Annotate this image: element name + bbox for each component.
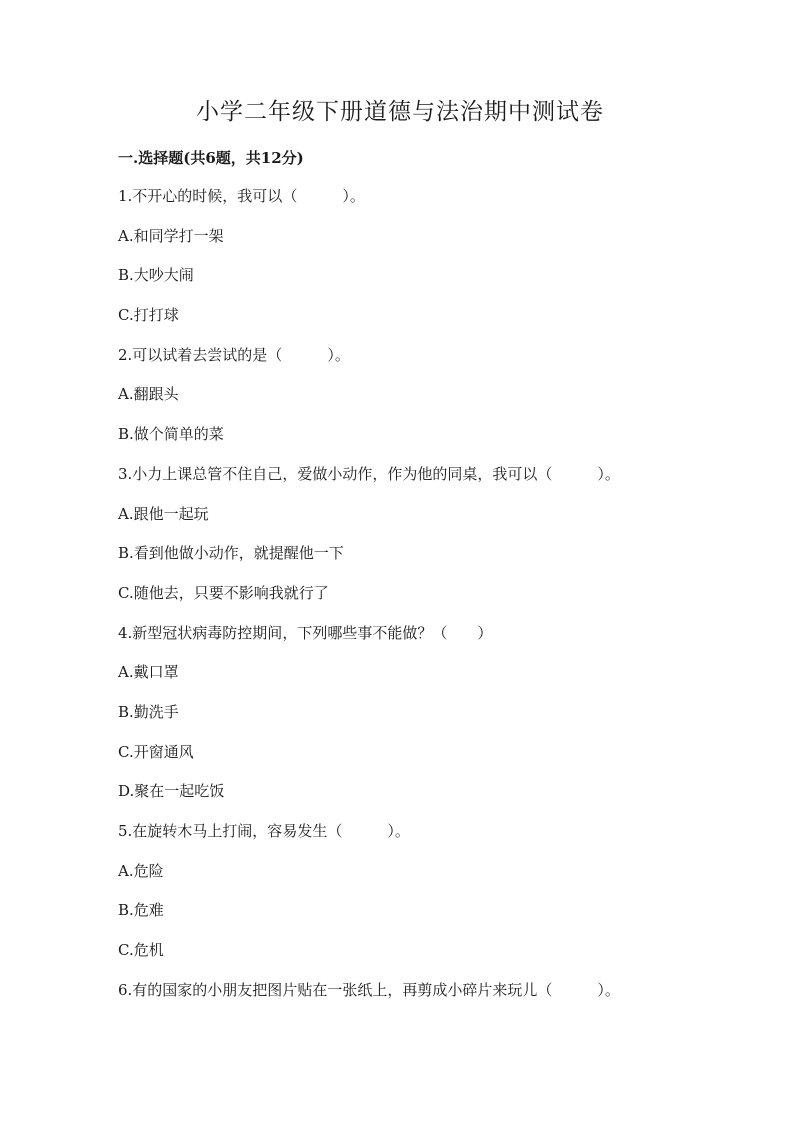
question-5: 5.在旋转木马上打闹，容易发生（ ）。 xyxy=(118,822,410,840)
question-list xyxy=(118,184,758,1017)
question-3-option-c: C.随他去，只要不影响我就行了 xyxy=(118,583,329,602)
question-1: 1.不开心的时候，我可以（ ）。 xyxy=(118,187,365,205)
question-2: 2.可以试着去尝试的是（ ）。 xyxy=(118,345,350,364)
question-3-option-a: A.跟他一起玩 xyxy=(118,504,209,523)
question-3: 3.小力上课总管不住自己，爱做小动作，作为他的同桌，我可以（ ）。 xyxy=(118,464,620,483)
question-4-option-b: B.勤洗手 xyxy=(118,702,179,721)
section-heading: 一.选择题(共6题，共12分) xyxy=(118,149,304,167)
question-6: 6.有的国家的小朋友把图片贴在一张纸上，再剪成小碎片来玩儿（ ）。 xyxy=(118,980,620,999)
question-4: 4.新型冠状病毒防控期间，下列哪些事不能做？（ ） xyxy=(118,623,493,642)
question-4-option-a: A.戴口罩 xyxy=(118,663,179,682)
question-4-option-d: D.聚在一起吃饭 xyxy=(118,782,225,801)
question-5-option-c: C.危机 xyxy=(118,941,164,960)
question-4-option-c: C.开窗通风 xyxy=(118,742,194,761)
question-5-option-a: A.危险 xyxy=(118,861,164,880)
question-1-option-b: B.大吵大闹 xyxy=(118,266,194,285)
question-3-option-b: B.看到他做小动作，就提醒他一下 xyxy=(118,544,344,563)
question-5-option-b: B.危难 xyxy=(118,901,164,920)
question-1-option-a: A.和同学打一架 xyxy=(118,226,224,245)
question-2-option-a: A.翻跟头 xyxy=(118,385,179,404)
question-1-option-c: C.打打球 xyxy=(118,306,179,325)
exam-title: 小学二年级下册道德与法治期中测试卷 xyxy=(196,99,604,125)
question-2-option-b: B.做个简单的菜 xyxy=(118,425,224,444)
